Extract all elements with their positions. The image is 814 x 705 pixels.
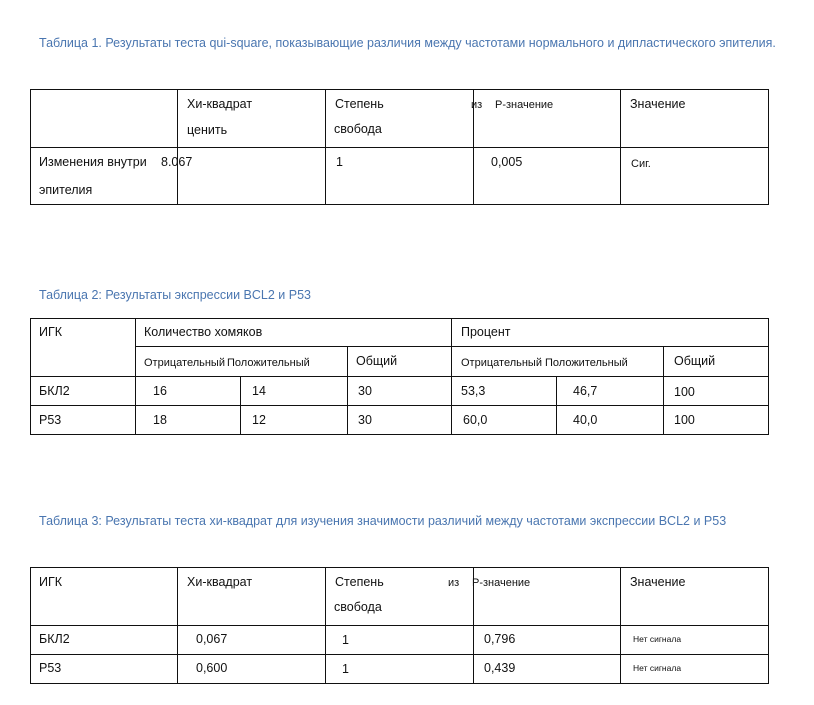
- table1-border-mid: [30, 147, 769, 148]
- table3-header-igk: ИГК: [39, 575, 63, 589]
- table2-col-divider: [135, 318, 136, 435]
- table2-col-divider: [347, 346, 348, 435]
- table2-cell-total: 30: [358, 413, 372, 427]
- table2-col-divider: [451, 318, 452, 435]
- table3-caption: Таблица 3: Результаты теста хи-квадрат для изучения значимости различий между частотами экспрессии BCL2 и P53: [39, 514, 727, 528]
- table2-cell-neg-pct: 60,0: [463, 413, 488, 427]
- table2-header-percent-group: Процент: [461, 325, 511, 339]
- table2-cell-pos-pct: 46,7: [573, 384, 598, 398]
- table2-border-right: [768, 318, 769, 435]
- table2-row-label: P53: [39, 413, 62, 427]
- table2-border-bottom: [30, 434, 769, 435]
- table2-header-negative-pct: Отрицательный: [461, 357, 542, 369]
- table3-cell-pvalue: 0,439: [484, 661, 516, 675]
- table1-col-divider: [177, 89, 178, 205]
- table3-header-chi: Хи-квадрат: [187, 575, 253, 589]
- table1-col-divider: [325, 89, 326, 205]
- table2-header-negative: Отрицательный: [144, 357, 225, 369]
- table3-row-divider: [30, 654, 769, 655]
- table1-header-chi-cont: ценить: [187, 123, 228, 137]
- table3-cell-df: 1: [342, 633, 349, 647]
- table2-cell-neg-pct: 53,3: [461, 384, 486, 398]
- table3-row-label: БКЛ2: [39, 632, 70, 646]
- table3-header-pvalue: P-значение: [472, 577, 531, 589]
- table2-cell-total-pct: 100: [674, 385, 695, 399]
- table1-row-significance: Сиг.: [631, 158, 651, 170]
- table3-col-divider: [325, 567, 326, 684]
- table3-col-divider: [620, 567, 621, 684]
- table1-header-chi: Хи-квадрат: [187, 97, 253, 111]
- table3-row-label: P53: [39, 661, 62, 675]
- table1-header-pvalue: P-значение: [495, 99, 554, 111]
- table2-header-total: Общий: [356, 354, 398, 368]
- table2-row-divider: [30, 405, 769, 406]
- table3-border-right: [768, 567, 769, 684]
- table2-cell-total: 30: [358, 384, 372, 398]
- table2-cell-neg: 18: [153, 413, 167, 427]
- table1-row-label-cont: эпителия: [39, 183, 93, 197]
- table2-border-top: [30, 318, 769, 319]
- table1-caption: Таблица 1. Результаты теста qui-square, показывающие различия между частотами нормального и дипластического эпителия.: [39, 36, 776, 50]
- table3-cell-significance: Нет сигнала: [633, 634, 682, 644]
- table2-col-divider: [663, 346, 664, 435]
- table2-header-igk: ИГК: [39, 325, 63, 339]
- table2-cell-total-pct: 100: [674, 413, 695, 427]
- table1-row-chi: 8.067: [161, 155, 193, 169]
- table2-cell-pos-pct: 40,0: [573, 413, 598, 427]
- table3-border-left: [30, 567, 31, 684]
- table3-border-top: [30, 567, 769, 568]
- table2-header-bottom: [30, 376, 769, 377]
- table3-cell-pvalue: 0,796: [484, 632, 516, 646]
- table1-header-significance: Значение: [630, 97, 686, 111]
- table3-header-df-cont: свобода: [334, 600, 382, 614]
- table3-cell-significance: Нет сигнала: [633, 663, 682, 673]
- table3-cell-chi: 0,067: [196, 632, 228, 646]
- table1-header-df-cont: свобода: [334, 122, 382, 136]
- table1-header-df-from: из: [471, 99, 483, 111]
- table3-col-divider: [177, 567, 178, 684]
- table2-border-left: [30, 318, 31, 435]
- table1-header-df: Степень: [335, 97, 384, 111]
- table2-subheader-line: [135, 346, 769, 347]
- table2-header-positive: Положительный: [227, 357, 310, 369]
- table3-cell-df: 1: [342, 662, 349, 676]
- table3-cell-chi: 0,600: [196, 661, 228, 675]
- table2-col-divider: [556, 376, 557, 435]
- table2-header-count-group: Количество хомяков: [144, 325, 263, 339]
- table2-col-divider: [240, 376, 241, 435]
- table2-cell-pos: 12: [252, 413, 266, 427]
- table2-header-positive-pct: Положительный: [545, 357, 628, 369]
- table1-row-df: 1: [336, 155, 343, 169]
- table1-border-bottom: [30, 204, 769, 205]
- table1-col-divider: [620, 89, 621, 205]
- table2-row-label: БКЛ2: [39, 384, 70, 398]
- table3-header-df-from: из: [448, 577, 460, 589]
- table1-border-top: [30, 89, 769, 90]
- table1-border-left: [30, 89, 31, 205]
- table2-header-total-pct: Общий: [674, 354, 716, 368]
- table3-border-bottom: [30, 683, 769, 684]
- table2-cell-pos: 14: [252, 384, 266, 398]
- table2-caption: Таблица 2: Результаты экспрессии BCL2 и P53: [39, 288, 311, 302]
- table1-row-pvalue: 0,005: [491, 155, 523, 169]
- table3-header-significance: Значение: [630, 575, 686, 589]
- table1-border-right: [768, 89, 769, 205]
- table1-row-label: Изменения внутри: [39, 155, 147, 169]
- table2-cell-neg: 16: [153, 384, 167, 398]
- table3-header-df: Степень: [335, 575, 384, 589]
- table3-header-bottom: [30, 625, 769, 626]
